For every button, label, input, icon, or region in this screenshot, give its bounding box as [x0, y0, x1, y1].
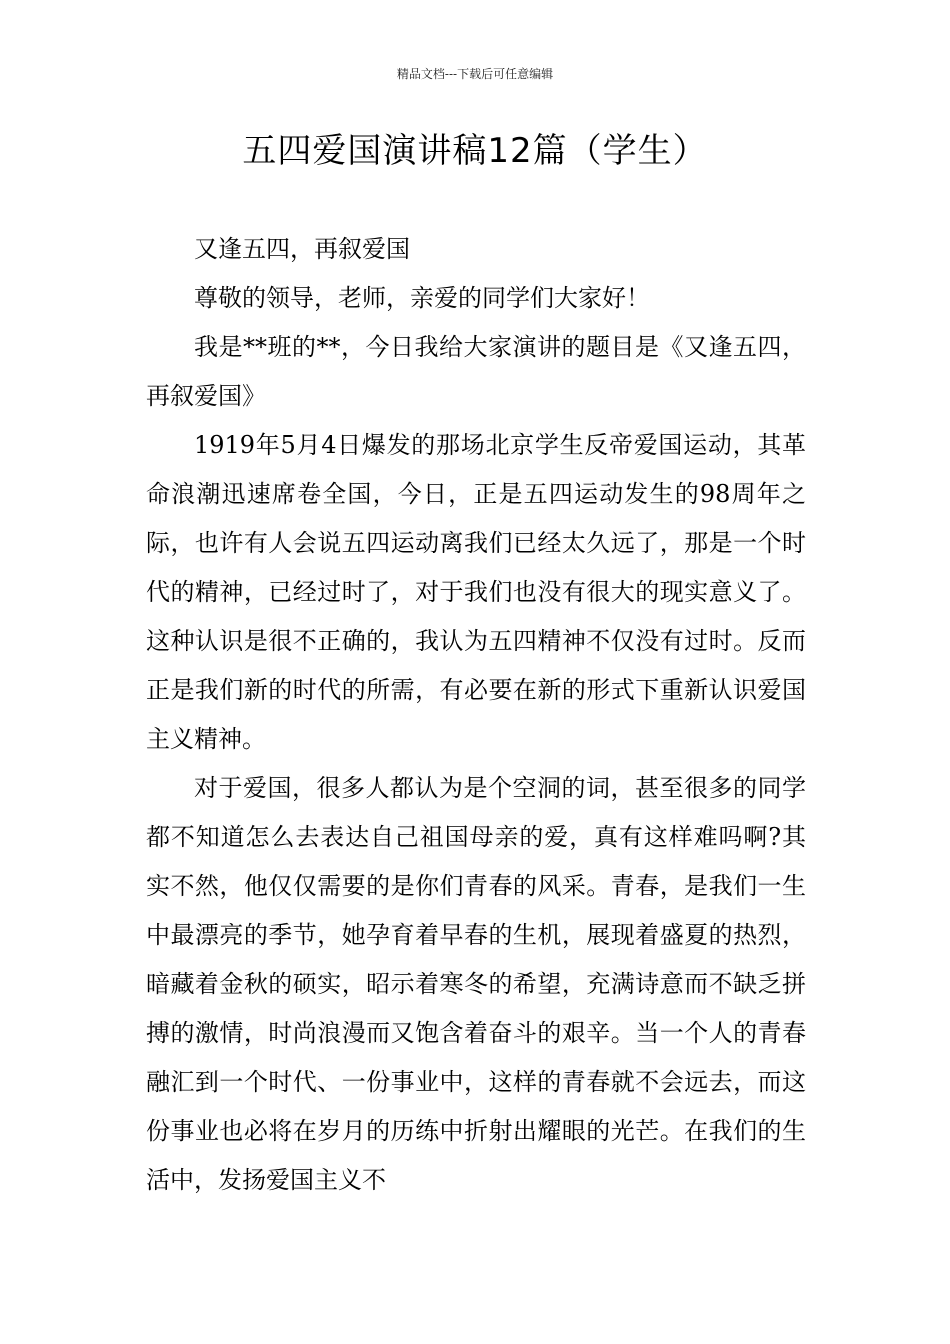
paragraph: 1919年5月4日爆发的那场北京学生反帝爱国运动，其革命浪潮迅速席卷全国，今日，正是五四运动发生的98周年之际，也许有人会说五四运动离我们已经太久远了，那是一个时代的精神，已经过时了，对于我们也没有很大的现实意义了。这种认识是很不正确的，我认为五四精神不仅没有过时。反而正是我们新的时代的所需，有必要在新的形式下重新认识爱国主义精神。 — [146, 431, 806, 753]
document-body — [146, 225, 806, 1205]
paragraph: 我是**班的**，今日我给大家演讲的题目是《又逢五四，再叙爱国》 — [146, 333, 806, 410]
paragraph: 尊敬的领导，老师，亲爱的同学们大家好！ — [194, 284, 650, 312]
header-note: 精品文档---下载后可任意编辑 — [396, 67, 554, 81]
paragraph: 对于爱国，很多人都认为是个空洞的词，甚至很多的同学都不知道怎么去表达自己祖国母亲的爱，真有这样难吗啊?其实不然，他仅仅需要的是你们青春的风采。青春，是我们一生中最漂亮的季节，她孕育着早春的生机，展现着盛夏的热烈，暗藏着金秋的硕实，昭示着寒冬的希望，充满诗意而不缺乏拼搏的激情，时尚浪漫而又饱含着奋斗的艰辛。当一个人的青春融汇到一个时代、一份事业中，这样的青春就不会远去，而这份事业也必将在岁月的历练中折射出耀眼的光芒。在我们的生活中，发扬爱国主义不 — [146, 774, 806, 1194]
paragraph: 又逢五四，再叙爱国 — [194, 235, 410, 263]
document-title: 五四爱国演讲稿12篇（学生） — [242, 131, 708, 171]
